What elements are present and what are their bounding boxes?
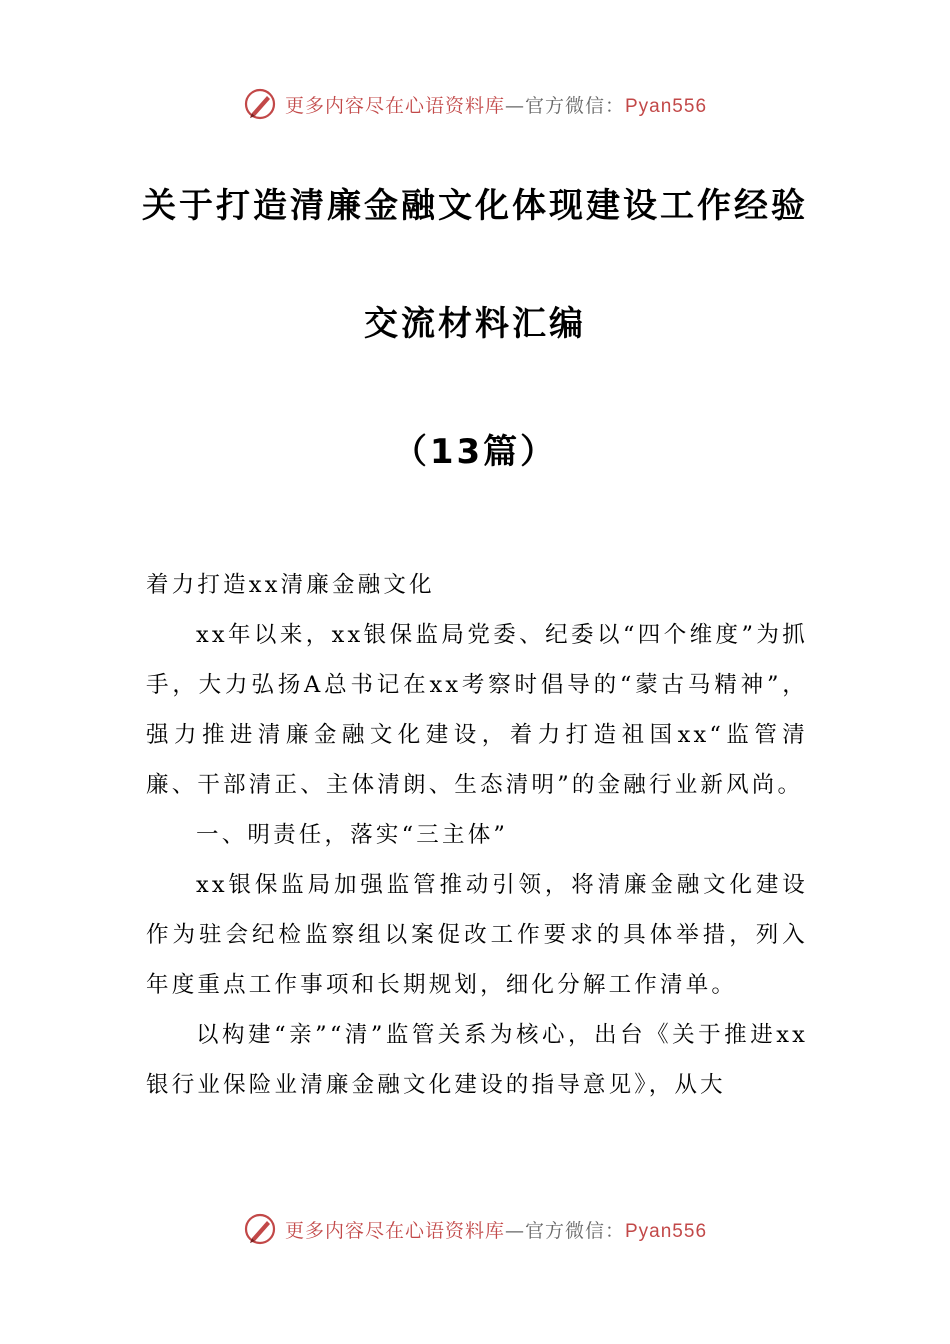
pen-logo-icon [243,1212,277,1246]
banner-brand: 更多内容尽在心语资料库 [284,1219,505,1242]
banner-text [285,1216,707,1243]
banner-wechat-id: Pyan556 [625,1220,708,1242]
banner-official-label: —官方微信： [504,1219,625,1242]
subheading: 一、明责任，落实“三主体” [196,822,509,848]
document-title-line-2: 交流材料汇编 [364,304,586,344]
section-heading: 着力打造xx清廉金融文化 [146,572,435,598]
banner-brand: 更多内容尽在心语资料库 [284,94,505,117]
document-title-count: （13篇） [392,432,558,472]
document-title-line-1: 关于打造清廉金融文化体现建设工作经验 [142,186,808,226]
paragraph: xx年以来，xx银保监局党委、纪委以“四个维度”为抓手，大力弘扬A总书记在xx考察时倡导的“蒙古马精神”，强力推进清廉金融文化建设，着力打造祖国xx“监管清廉、干部清正、主体清朗、生态清明”的金融行业新风尚。 [146,622,808,798]
document-body [146,560,808,1110]
footer-banner [0,1209,950,1249]
paragraph: xx银保监局加强监管推动引领，将清廉金融文化建设作为驻会纪检监察组以案促改工作要求的具体举措，列入年度重点工作事项和长期规划，细化分解工作清单。 [146,872,808,998]
banner-official-label: —官方微信： [504,94,625,117]
banner-wechat-id: Pyan556 [625,95,708,117]
pen-logo-icon [243,87,277,121]
paragraph: 以构建“亲”“清”监管关系为核心，出台《关于推进xx银行业保险业清廉金融文化建设的指导意见》，从大 [146,1022,808,1098]
banner-text [285,91,707,118]
header-banner [0,84,950,124]
